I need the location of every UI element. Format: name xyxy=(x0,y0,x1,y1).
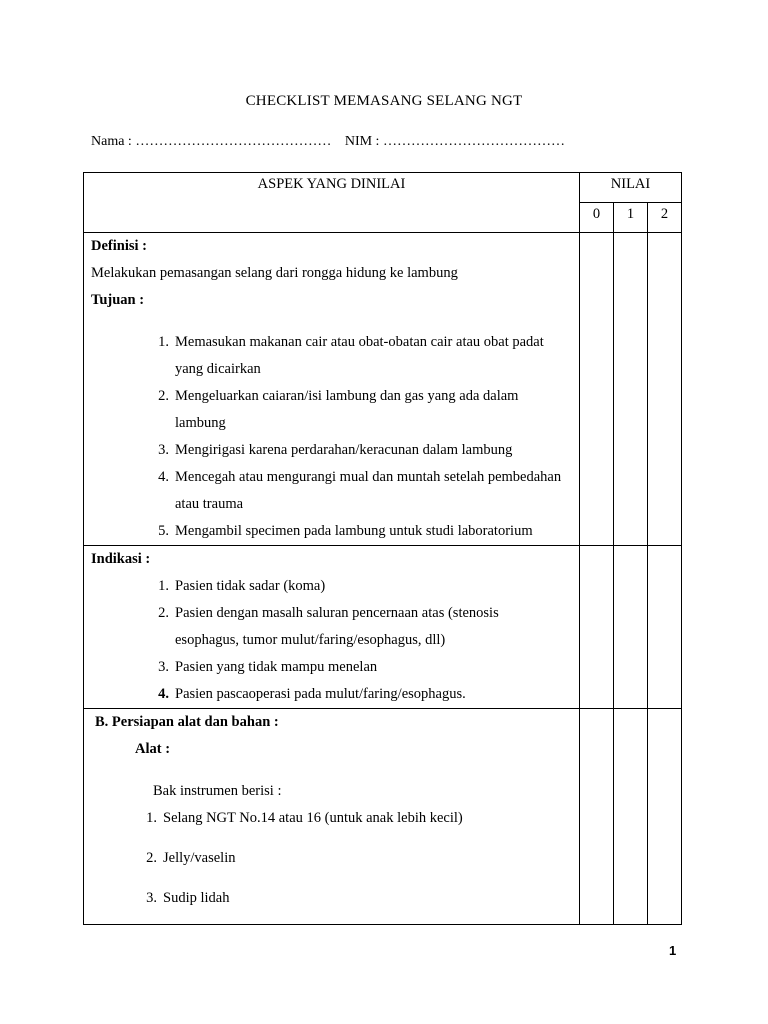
definisi-cell xyxy=(84,233,580,546)
identity-fields xyxy=(91,134,565,150)
score-cell-0[interactable] xyxy=(580,546,614,709)
alat-label: Alat : xyxy=(135,741,171,757)
definisi-label: Definisi : xyxy=(91,238,147,254)
header-score-1: 1 xyxy=(614,203,648,233)
list-item-continuation: yang dicairkan xyxy=(175,361,261,377)
header-score-2: 2 xyxy=(648,203,682,233)
list-item: 2. Jelly/vaselin xyxy=(146,850,236,866)
header-nilai: NILAI xyxy=(580,173,682,203)
row-definisi xyxy=(84,233,682,546)
score-cell-2[interactable] xyxy=(648,709,682,925)
score-cell-0[interactable] xyxy=(580,233,614,546)
score-cell-1[interactable] xyxy=(614,546,648,709)
definisi-text: Melakukan pemasangan selang dari rongga hidung ke lambung xyxy=(91,265,458,281)
indikasi-cell xyxy=(84,546,580,709)
header-score-0: 0 xyxy=(580,203,614,233)
list-item: 1. Pasien tidak sadar (koma) xyxy=(158,578,326,594)
list-item: 5. Mengambil specimen pada lambung untuk studi laboratorium xyxy=(158,523,533,539)
list-item: 3. Pasien yang tidak mampu menelan xyxy=(158,659,378,675)
score-cell-1[interactable] xyxy=(614,233,648,546)
score-cell-2[interactable] xyxy=(648,546,682,709)
indikasi-label: Indikasi : xyxy=(91,551,151,567)
bak-text: Bak instrumen berisi : xyxy=(153,783,282,799)
list-item: 4. Pasien pascaoperasi pada mulut/faring/esophagus. xyxy=(158,686,466,702)
tujuan-label: Tujuan : xyxy=(91,292,145,308)
list-item: 1. Selang NGT No.14 atau 16 (untuk anak lebih kecil) xyxy=(146,810,463,826)
page-number: 1 xyxy=(669,943,677,958)
row-indikasi xyxy=(84,546,682,709)
persiapan-cell xyxy=(84,709,580,925)
spacer xyxy=(91,832,573,845)
list-item-continuation: esophagus, tumor mulut/faring/esophagus, dll) xyxy=(175,632,446,648)
list-item: 2. Pasien dengan masalh saluran pencernaan atas (stenosis xyxy=(158,605,499,621)
score-cell-2[interactable] xyxy=(648,233,682,546)
persiapan-label: B. Persiapan alat dan bahan : xyxy=(95,714,279,730)
list-item-continuation: atau trauma xyxy=(175,496,244,512)
score-cell-1[interactable] xyxy=(614,709,648,925)
list-item: 4. Mencegah atau mengurangi mual dan muntah setelah pembedahan xyxy=(158,469,562,485)
spacer xyxy=(91,872,573,885)
document-title: CHECKLIST MEMASANG SELANG NGT xyxy=(245,93,523,109)
spacer xyxy=(91,763,573,778)
list-item: 1. Memasukan makanan cair atau obat-obatan cair atau obat padat xyxy=(158,334,544,350)
header-aspek: ASPEK YANG DINILAI xyxy=(84,173,580,233)
row-persiapan xyxy=(84,709,682,925)
spacer xyxy=(91,314,573,329)
list-item: 2. Mengeluarkan caiaran/isi lambung dan gas yang ada dalam xyxy=(158,388,519,404)
checklist-table xyxy=(83,172,682,925)
list-item-continuation: lambung xyxy=(175,415,226,431)
score-cell-0[interactable] xyxy=(580,709,614,925)
list-item: 3. Sudip lidah xyxy=(146,890,230,906)
nama-field[interactable]: Nama : …………………………………… xyxy=(91,134,332,149)
list-item: 3. Mengirigasi karena perdarahan/keracunan dalam lambung xyxy=(158,442,513,458)
nim-field[interactable]: NIM : ………………………………… xyxy=(344,134,565,149)
